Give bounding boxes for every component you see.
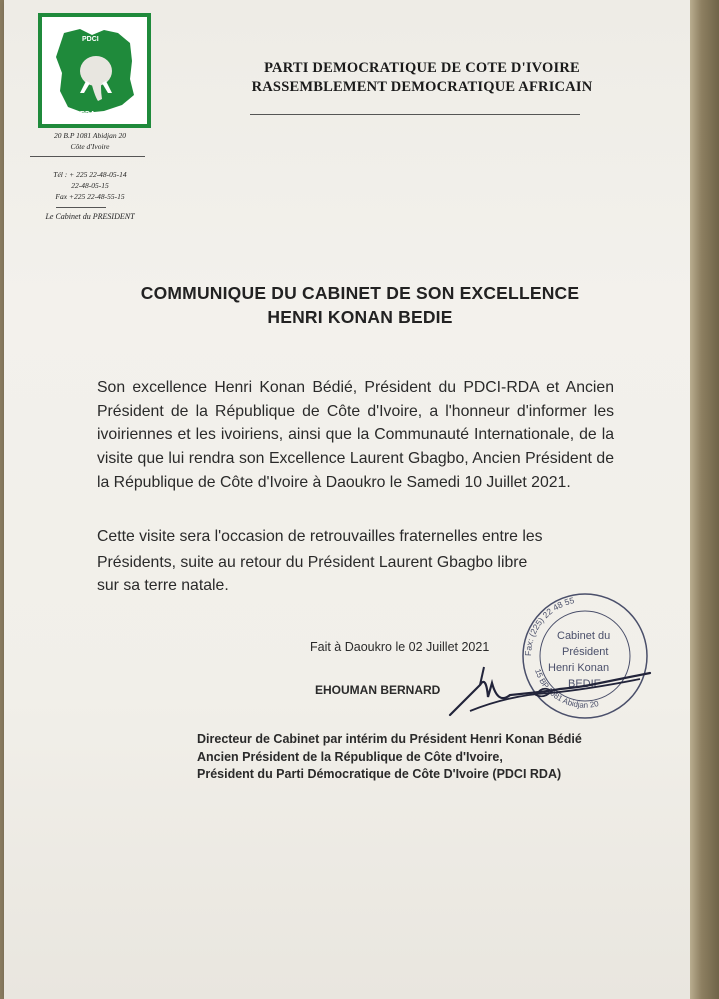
party-name: PARTI DEMOCRATIQUE DE COTE D'IVOIRE xyxy=(264,60,580,76)
handwritten-signature xyxy=(440,655,660,725)
stamp-ring-bottom: 15 BP 1081 Abidjan 20 xyxy=(533,667,600,710)
role-line-2: Ancien Président de la République de Côte d'Ivoire, xyxy=(197,750,503,764)
header-rule xyxy=(250,114,580,115)
role-line-1: Directeur de Cabinet par intérim du Président Henri Konan Bédié xyxy=(197,732,582,746)
stamp-line-3: Henri Konan xyxy=(548,662,610,674)
stamp-line-2: Président xyxy=(562,646,609,658)
signer-name: EHOUMAN BERNARD xyxy=(315,683,441,697)
stamp-line-1: Cabinet du xyxy=(557,630,611,642)
stamp-ring-top: Fax: (225) 22 48 55 xyxy=(522,595,576,657)
address-country: Côte d'Ivoire xyxy=(70,142,110,151)
party-subtitle: RASSEMBLEMENT DEMOCRATIQUE AFRICAIN xyxy=(251,79,593,95)
table-surface xyxy=(690,0,719,999)
place-date: Fait à Daoukro le 02 Juillet 2021 xyxy=(310,640,490,654)
contact-divider xyxy=(56,207,106,208)
svg-text:PDCI: PDCI xyxy=(82,36,99,43)
pdci-rda-logo xyxy=(38,13,151,128)
body-paragraph-1: Son excellence Henri Konan Bédié, Président du PDCI-RDA et Ancien Président de la République de Côte d'Ivoire, a l'honneur d'informer les ivoiriennes et les ivoiriens, ainsi que la Communauté Internationale, de la visite que lui rendra son Excellence Laurent Gbagbo, Ancien Président de la République de Côte d'Ivoire à Daoukro le Samedi 10 Juillet 2021. xyxy=(97,379,614,491)
fax-line: Fax +225 22-48-55-15 xyxy=(55,192,125,201)
role-line-3: Président du Parti Démocratique de Côte D'Ivoire (PDCI RDA) xyxy=(197,767,562,781)
address-divider xyxy=(30,156,145,157)
body-paragraph-2-line-1: Cette visite sera l'occasion de retrouvailles fraternelles entre les xyxy=(97,528,543,545)
phone-line: Tél : + 225 22-48-05-14 xyxy=(53,170,127,179)
office-label: Le Cabinet du PRESIDENT xyxy=(45,212,135,221)
address-line: 20 B.P 1081 Abidjan 20 xyxy=(53,131,126,140)
communique-title: COMMUNIQUE DU CABINET DE SON EXCELLENCE xyxy=(140,283,580,303)
stamp-line-4: BEDIE xyxy=(568,678,602,690)
communique-subtitle: HENRI KONAN BEDIE xyxy=(267,307,453,327)
phone-line-2: 22-48-05-15 xyxy=(71,181,109,190)
body-paragraph-2-line-2: Présidents, suite au retour du Président Laurent Gbagbo libre xyxy=(97,554,528,571)
body-paragraph-2-line-3: sur sa terre natale. xyxy=(97,577,229,594)
svg-text:RDA: RDA xyxy=(80,111,96,118)
